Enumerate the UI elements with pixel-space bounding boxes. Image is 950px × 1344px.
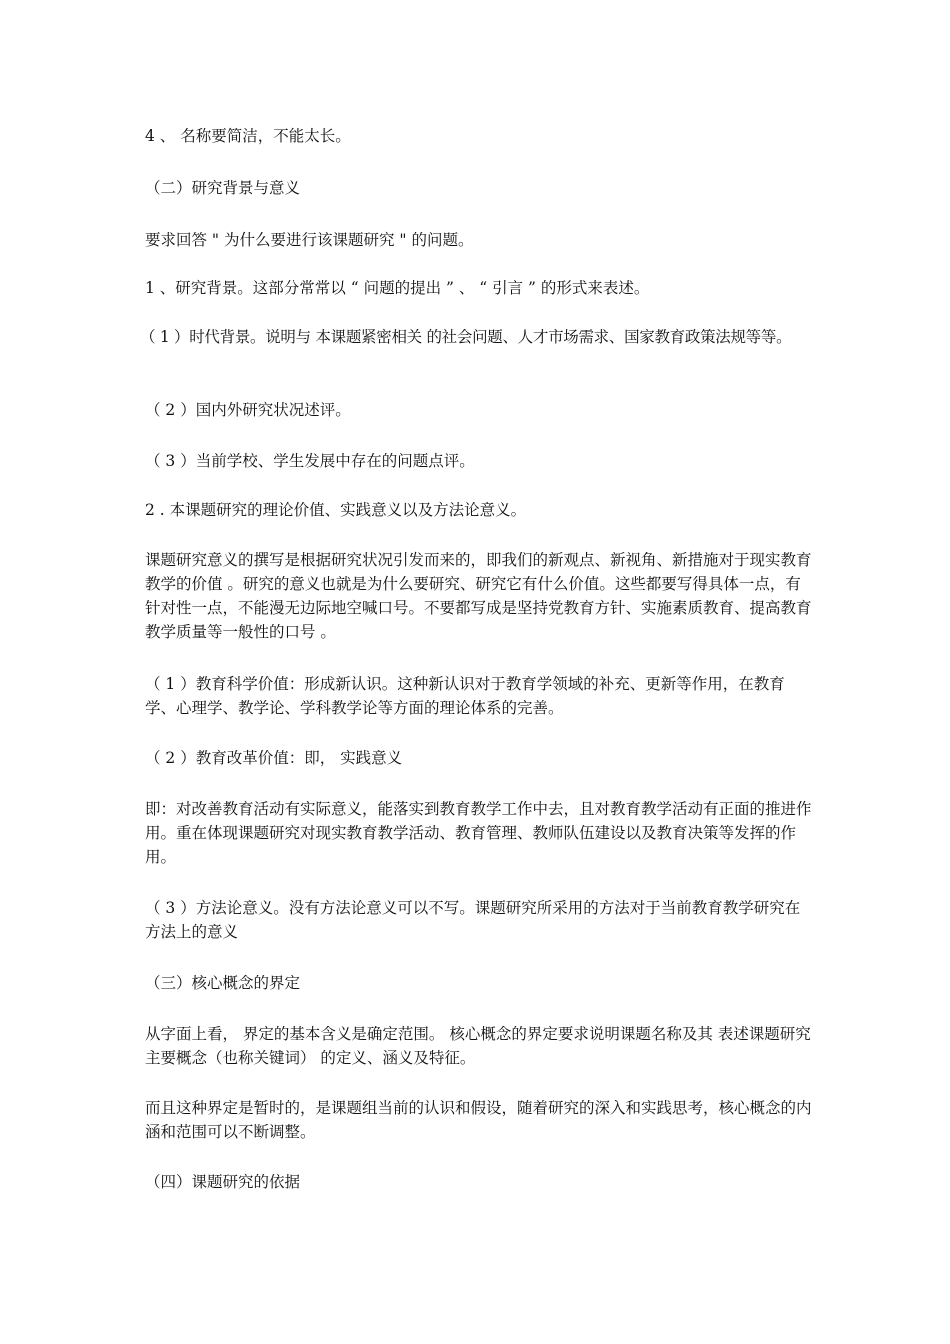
item-1-research-background: 1 、研究背景。这部分常常以 “ 问题的提出 ” 、 “ 引言 ” 的形式来表述。 bbox=[145, 279, 650, 297]
item-2-research-value: 2 . 本课题研究的理论价值、实践意义以及方法论意义。 bbox=[145, 501, 527, 519]
item-1-1-era-background: （ 1 ）时代背景。说明与 本课题紧密相关 的社会问题、人才市场需求、国家教育政策法规等等。 bbox=[140, 328, 792, 346]
item-4-name-concise: 4 、 名称要简洁，不能太长。 bbox=[145, 127, 351, 145]
section-2-heading: （二）研究背景与意义 bbox=[145, 179, 301, 197]
item-1-3-current-problems: （ 3 ）当前学校、学生发展中存在的问题点评。 bbox=[145, 452, 475, 470]
definition-temporary-paragraph: 而且这种界定是暂时的，是课题组当前的认识和假设，随着研究的深入和实践思考，核心概念的内涵和范围可以不断调整。 bbox=[145, 1099, 812, 1141]
practical-significance-paragraph: 即：对改善教育活动有实际意义，能落实到教育教学工作中去，且对教育教学活动有正面的推进作用。重在体现课题研究对现实教育教学活动、教育管理、教师队伍建设以及教育决策等发挥的作用。 bbox=[145, 800, 812, 866]
item-2-2-reform-value: （ 2 ）教育改革价值：即， 实践意义 bbox=[145, 749, 403, 767]
significance-paragraph: 课题研究意义的撰写是根据研究状况引发而来的，即我们的新观点、新视角、新措施对于现实教育教学的价值 。研究的意义也就是为什么要研究、研究它有什么价值。这些都要写得具体一点，有针对性一点，不能漫无边际地空喊口号。不要都写成是坚持党教育方针、实施素质教育、提高教育教学质量等一般性的口号 。 bbox=[145, 551, 812, 641]
section-3-heading: （三）核心概念的界定 bbox=[145, 974, 301, 992]
item-2-3-methodology-significance: （ 3 ）方法论意义。没有方法论意义可以不写。课题研究所采用的方法对于当前教育教学研究在方法上的意义 bbox=[145, 899, 801, 941]
item-2-1-educational-science-value: （ 1 ）教育科学价值：形成新认识。这种新认识对于教育学领域的补充、更新等作用，在教育学、心理学、教学论、学科教学论等方面的理论体系的完善。 bbox=[145, 675, 785, 717]
core-concept-definition-paragraph: 从字面上看， 界定的基本含义是确定范围。 核心概念的界定要求说明课题名称及其 表述课题研究主要概念（也称关键词） 的定义、涵义及特征。 bbox=[145, 1025, 811, 1067]
section-4-heading: （四）课题研究的依据 bbox=[145, 1173, 301, 1191]
section-2-requirement: 要求回答 " 为什么要进行该课题研究 " 的问题。 bbox=[145, 231, 474, 249]
item-1-2-domestic-foreign-review: （ 2 ）国内外研究状况述评。 bbox=[145, 401, 351, 419]
